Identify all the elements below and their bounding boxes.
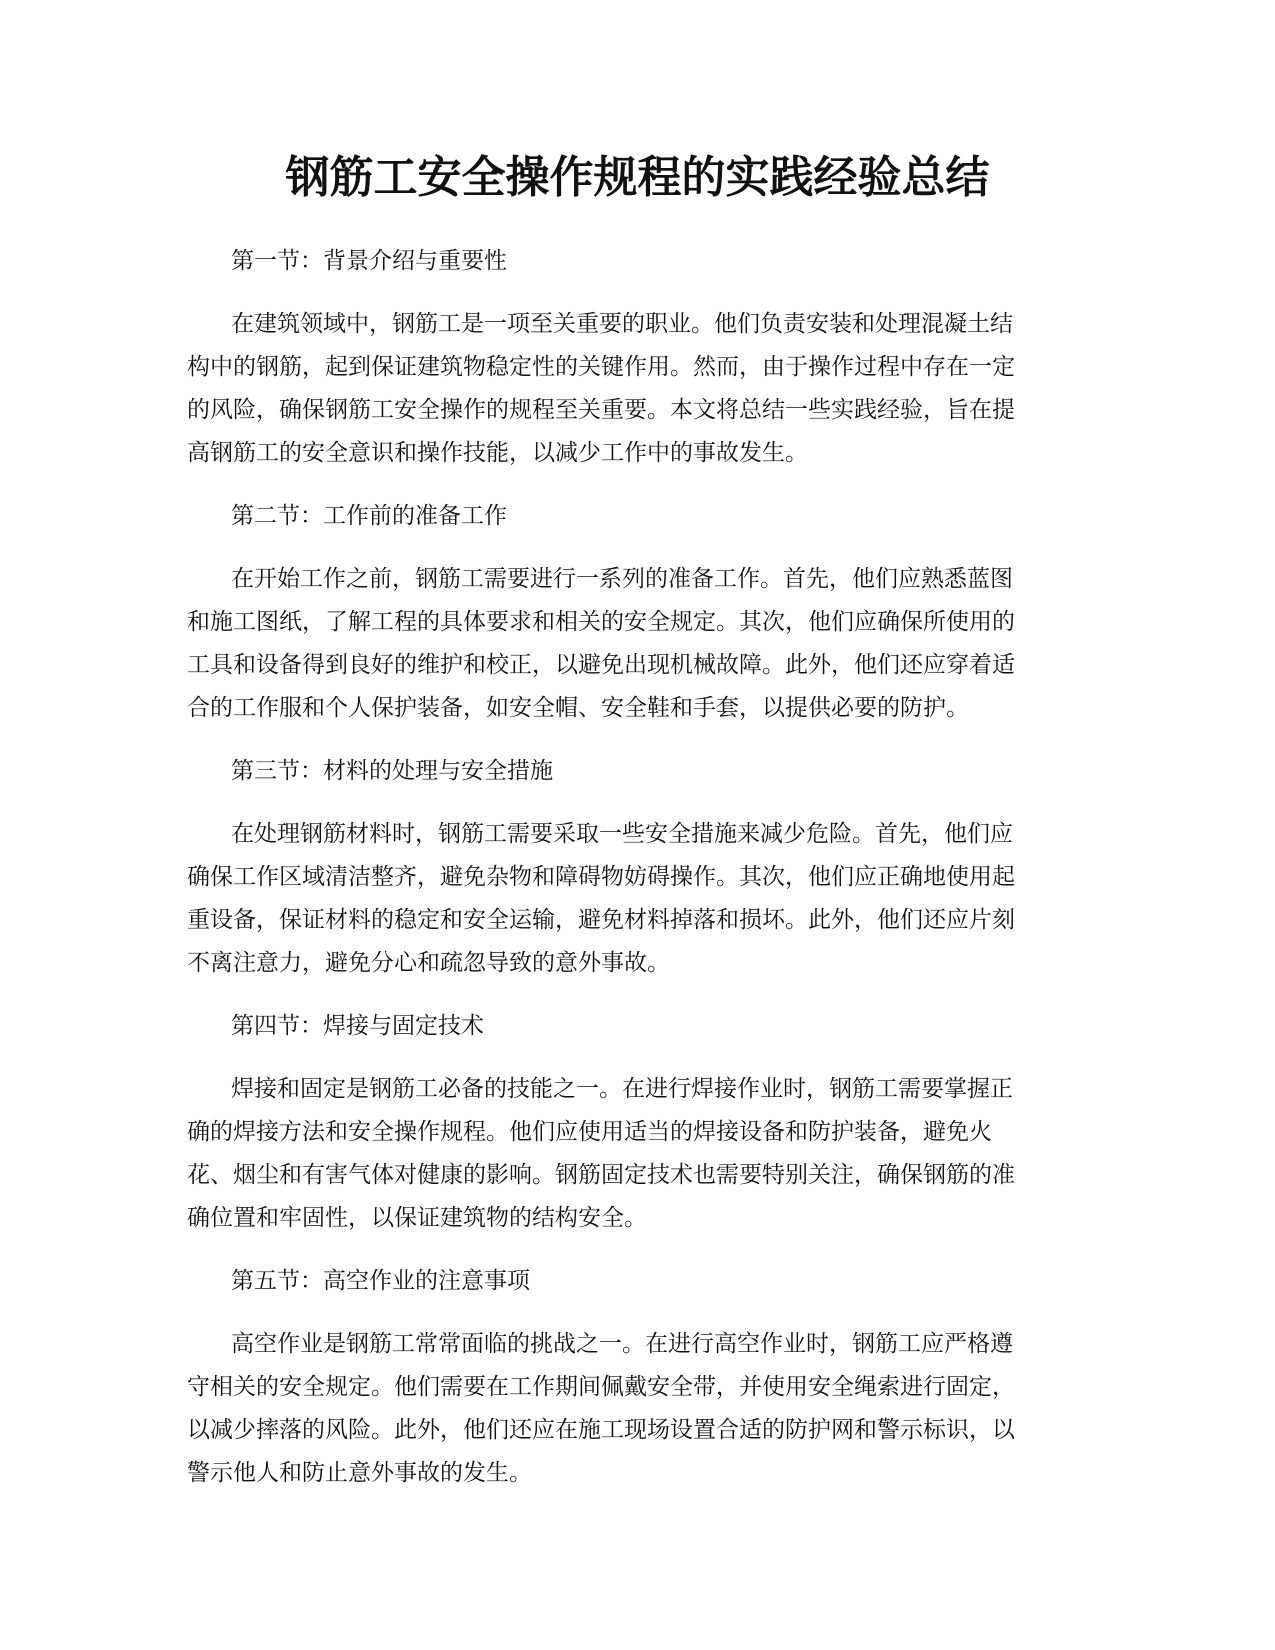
document-body (187, 240, 1087, 1515)
section-paragraph (187, 813, 1087, 985)
section-heading: 第四节：焊接与固定技术 (231, 1013, 484, 1039)
section-paragraph (187, 1323, 1087, 1495)
section-5 (187, 1260, 1087, 1495)
section-paragraph (187, 303, 1087, 475)
paragraph-line: 工具和设备得到良好的维护和校正，以避免出现机械故障。此外，他们还应穿着适 (187, 652, 1015, 678)
paragraph-line: 确的焊接方法和安全操作规程。他们应使用适当的焊接设备和防护装备，避免火 (187, 1119, 992, 1145)
paragraph-line: 焊接和固定是钢筋工必备的技能之一。在进行焊接作业时，钢筋工需要掌握正 (231, 1076, 1013, 1102)
paragraph-line: 在建筑领域中，钢筋工是一项至关重要的职业。他们负责安装和处理混凝土结 (231, 311, 1013, 337)
section-heading: 第一节：背景介绍与重要性 (231, 248, 507, 274)
section-2 (187, 495, 1087, 730)
section-heading: 第三节：材料的处理与安全措施 (231, 758, 553, 784)
paragraph-line: 和施工图纸，了解工程的具体要求和相关的安全规定。其次，他们应确保所使用的 (187, 609, 1015, 635)
section-paragraph (187, 1068, 1087, 1240)
section-3 (187, 750, 1087, 985)
section-paragraph (187, 558, 1087, 730)
section-heading: 第五节：高空作业的注意事项 (231, 1268, 530, 1294)
paragraph-line: 重设备，保证材料的稳定和安全运输，避免材料掉落和损坏。此外，他们还应片刻 (187, 907, 1015, 933)
paragraph-line: 构中的钢筋，起到保证建筑物稳定性的关键作用。然而，由于操作过程中存在一定 (187, 354, 1015, 380)
paragraph-line: 在处理钢筋材料时，钢筋工需要采取一些安全措施来减少危险。首先，他们应 (231, 821, 1013, 847)
section-4 (187, 1005, 1087, 1240)
document-title: 钢筋工安全操作规程的实践经验总结 (285, 152, 990, 203)
paragraph-line: 警示他人和防止意外事故的发生。 (187, 1460, 532, 1486)
paragraph-line: 的风险，确保钢筋工安全操作的规程至关重要。本文将总结一些实践经验，旨在提 (187, 397, 1015, 423)
paragraph-line: 以减少摔落的风险。此外，他们还应在施工现场设置合适的防护网和警示标识，以 (187, 1417, 1015, 1443)
paragraph-line: 守相关的安全规定。他们需要在工作期间佩戴安全带，并使用安全绳索进行固定， (187, 1374, 1015, 1400)
paragraph-line: 确位置和牢固性，以保证建筑物的结构安全。 (187, 1205, 647, 1231)
paragraph-line: 确保工作区域清洁整齐，避免杂物和障碍物妨碍操作。其次，他们应正确地使用起 (187, 864, 1015, 890)
paragraph-line: 花、烟尘和有害气体对健康的影响。钢筋固定技术也需要特别关注，确保钢筋的准 (187, 1162, 1015, 1188)
paragraph-line: 高空作业是钢筋工常常面临的挑战之一。在进行高空作业时，钢筋工应严格遵 (231, 1331, 1013, 1357)
paragraph-line: 合的工作服和个人保护装备，如安全帽、安全鞋和手套，以提供必要的防护。 (187, 695, 969, 721)
section-heading: 第二节：工作前的准备工作 (231, 503, 507, 529)
paragraph-line: 在开始工作之前，钢筋工需要进行一系列的准备工作。首先，他们应熟悉蓝图 (231, 566, 1013, 592)
paragraph-line: 高钢筋工的安全意识和操作技能，以减少工作中的事故发生。 (187, 440, 808, 466)
paragraph-line: 不离注意力，避免分心和疏忽导致的意外事故。 (187, 950, 670, 976)
section-1 (187, 240, 1087, 475)
